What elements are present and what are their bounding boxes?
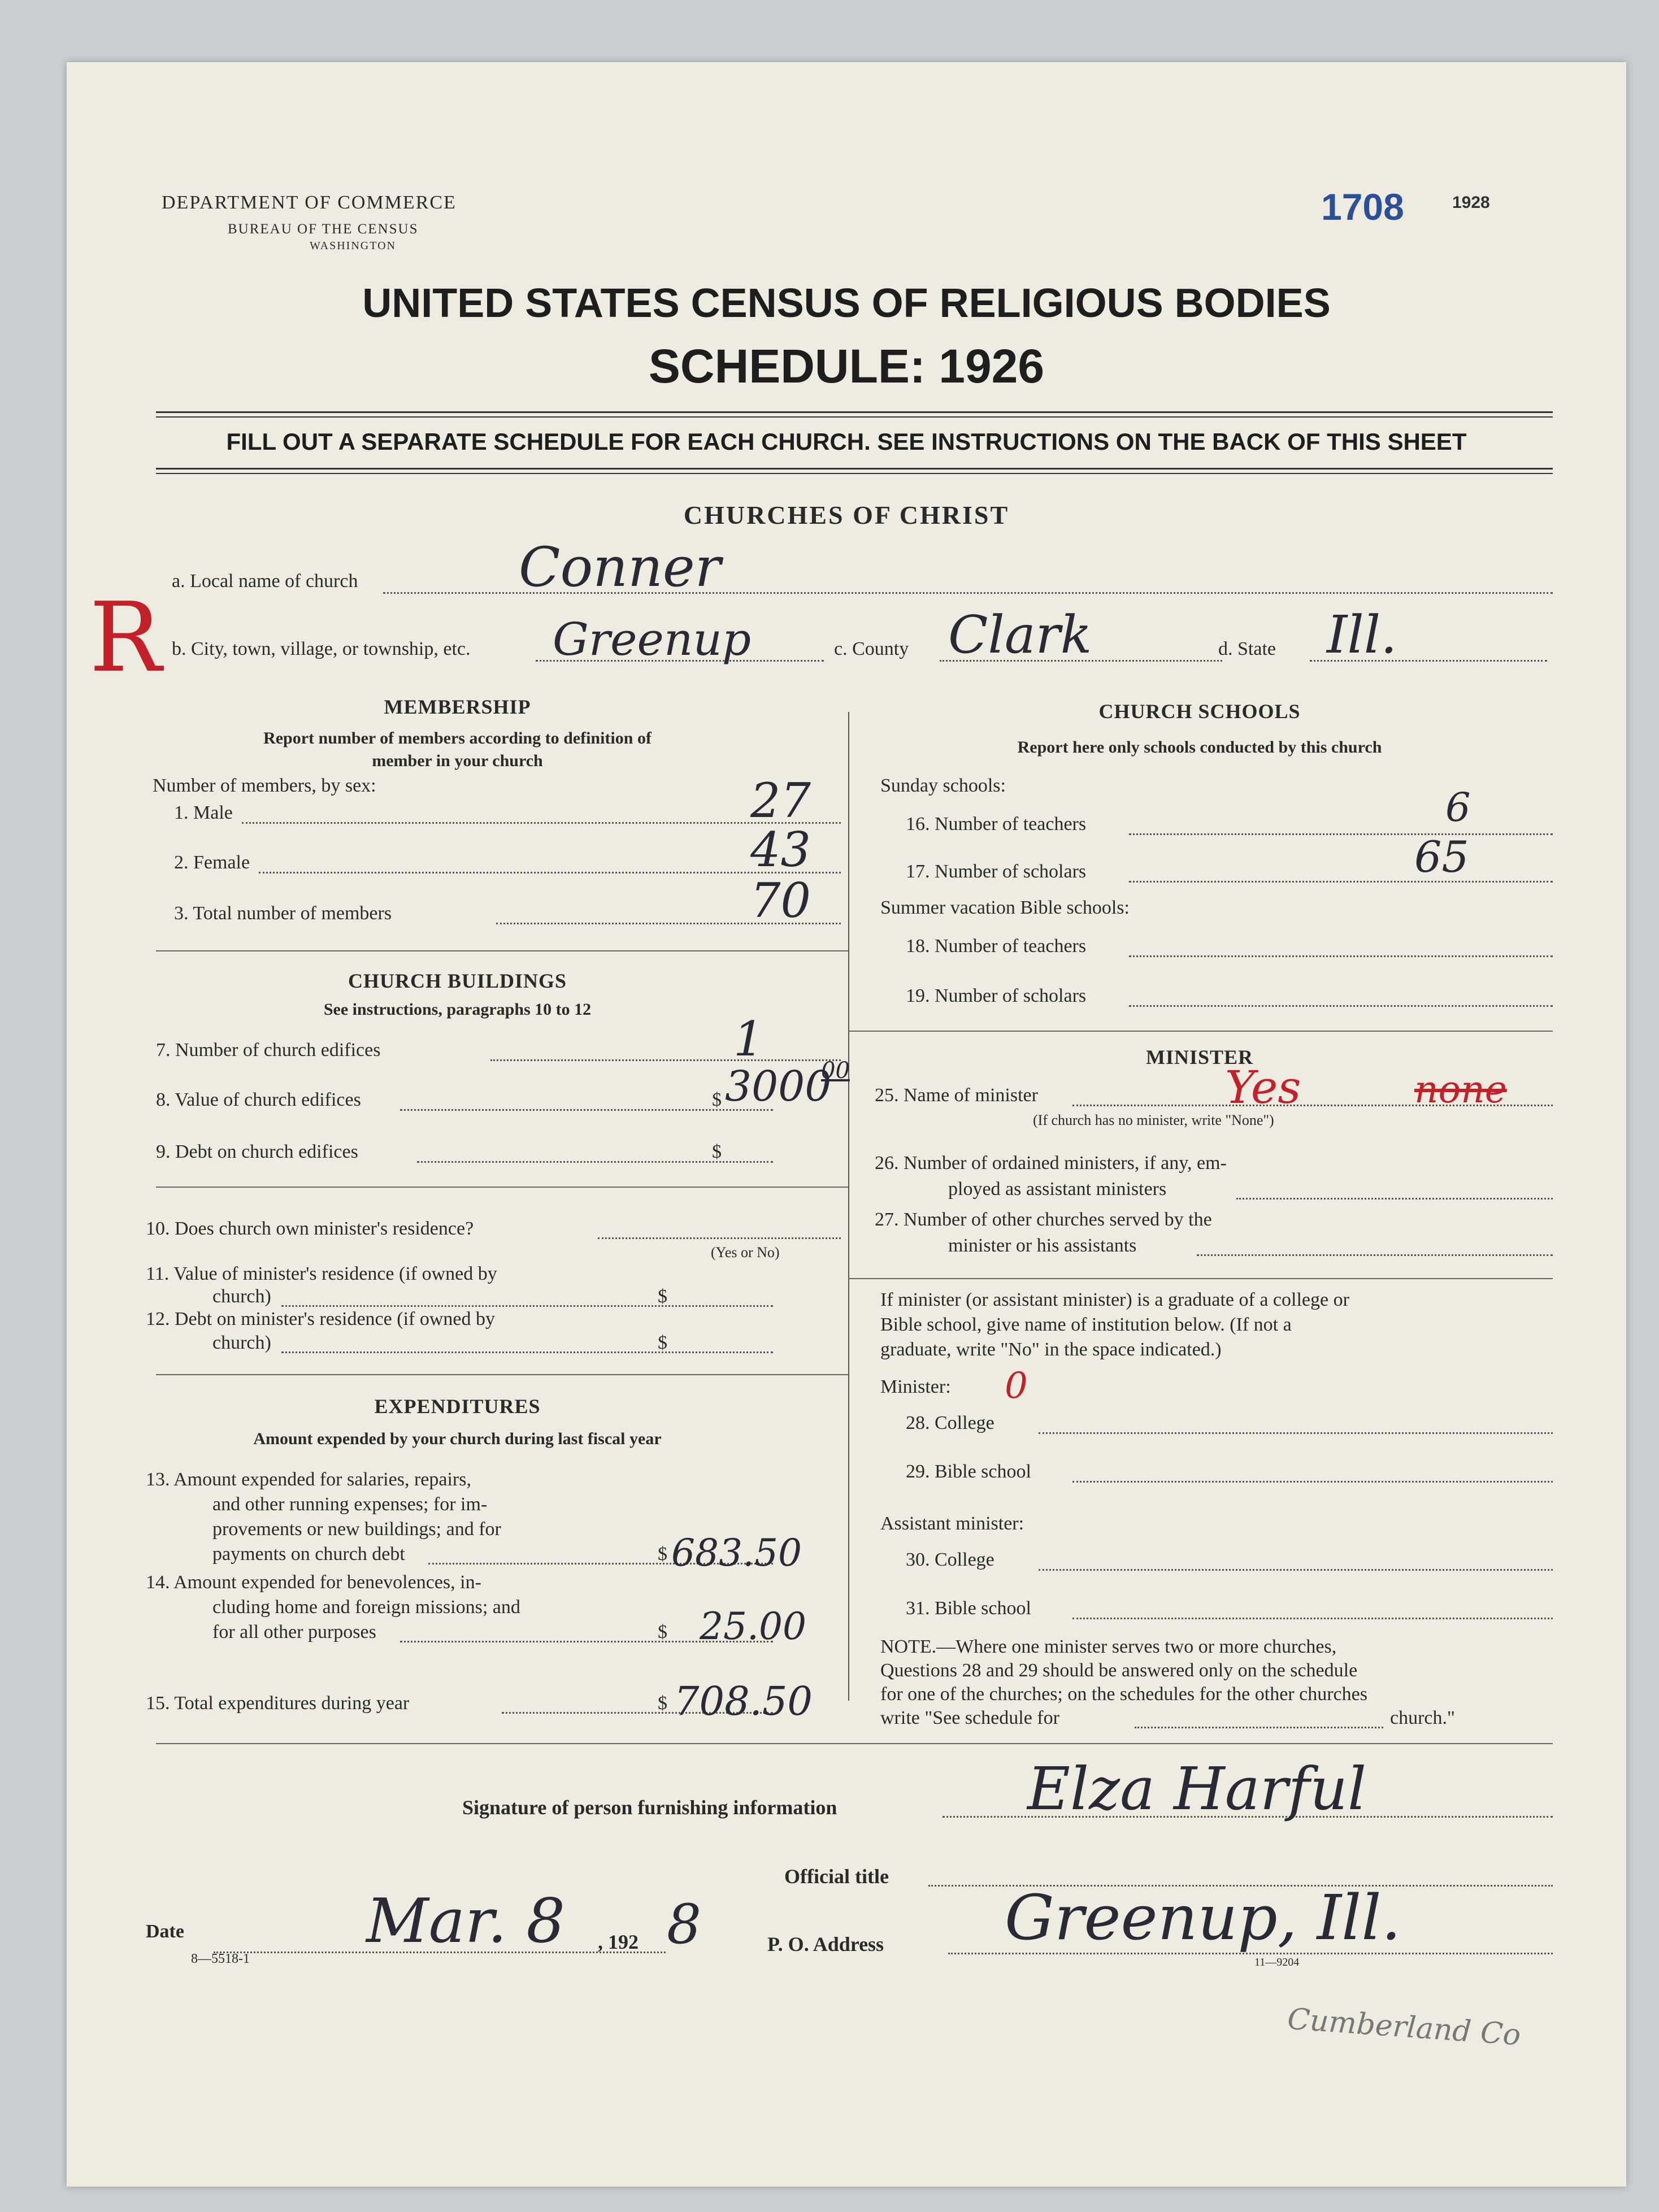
total-expenditures-dollar: $ <box>658 1693 667 1714</box>
date-value: Mar. 8 <box>366 1886 566 1957</box>
sunday-scholars-value: 65 <box>1414 832 1469 882</box>
print-code: 11—9204 <box>1254 1956 1300 1968</box>
female-label: 2. Female <box>174 852 250 873</box>
assistant-minister-label: Assistant minister: <box>880 1513 1024 1534</box>
minister-bible-school-line <box>1072 1481 1553 1483</box>
summer-scholars-label: 19. Number of scholars <box>906 985 1087 1006</box>
note-line-1: NOTE.—Where one minister serves two or more churches, <box>880 1636 1337 1657</box>
minister-name-value: Yes <box>1225 1061 1301 1114</box>
assistant-bible-school-line <box>1072 1618 1553 1619</box>
edifices-count-line <box>490 1059 841 1061</box>
minister-name-label: 25. Name of minister <box>875 1085 1038 1106</box>
department-name: DEPARTMENT OF COMMERCE <box>162 192 457 213</box>
male-label: 1. Male <box>174 802 233 823</box>
minister-rule <box>849 1278 1553 1279</box>
date-label: Date <box>146 1921 184 1942</box>
local-name-label: a. Local name of church <box>172 571 358 592</box>
summer-teachers-line <box>1129 955 1553 957</box>
ordained-ministers-label-2: ployed as assistant ministers <box>948 1179 1167 1200</box>
denomination: CHURCHES OF CHRIST <box>683 501 1010 529</box>
running-expenses-label-1: 13. Amount expended for salaries, repairs, <box>146 1469 471 1490</box>
male-value: 27 <box>750 773 811 828</box>
buildings-heading: CHURCH BUILDINGS <box>348 970 567 992</box>
buildings-sub: See instructions, paragraphs 10 to 12 <box>323 1000 592 1019</box>
by-sex-label: Number of members, by sex: <box>153 775 376 796</box>
other-churches-line <box>1197 1254 1553 1256</box>
benevolences-label-3: for all other purposes <box>212 1622 376 1642</box>
top-rule <box>156 411 1553 413</box>
residence-debt-label-1: 12. Debt on minister's residence (if owned by <box>146 1309 495 1329</box>
running-expenses-value: 683.50 <box>671 1531 802 1575</box>
schools-rule <box>849 1031 1553 1032</box>
residence-owned-label: 10. Does church own minister's residence? <box>146 1218 474 1239</box>
female-value: 43 <box>750 822 811 877</box>
running-expenses-label-2: and other running expenses; for im- <box>212 1494 488 1515</box>
state-label: d. State <box>1218 638 1276 659</box>
note-line-2: Questions 28 and 29 should be answered only on the schedule <box>880 1660 1358 1681</box>
schedule-year: SCHEDULE: 1926 <box>648 340 1045 393</box>
residence-value-dollar: $ <box>658 1286 667 1307</box>
residence-debt-line <box>281 1351 773 1353</box>
signature-value: Elza Harful <box>1027 1754 1367 1823</box>
membership-rule <box>156 950 848 951</box>
po-address-label: P. O. Address <box>767 1933 884 1955</box>
assistant-college-line <box>1039 1569 1553 1571</box>
ordained-ministers-line <box>1236 1198 1553 1200</box>
column-divider <box>848 712 849 1701</box>
summer-scholars-line <box>1129 1005 1553 1007</box>
expenditures-heading: EXPENDITURES <box>374 1395 541 1418</box>
sunday-teachers-value: 6 <box>1445 784 1471 831</box>
form-number: 8—5518-1 <box>191 1952 250 1966</box>
stamp-year: 1928 <box>1452 193 1490 212</box>
summer-schools-label: Summer vacation Bible schools: <box>880 897 1130 918</box>
total-expenditures-label: 15. Total expenditures during year <box>146 1693 410 1714</box>
graduate-text-2: Bible school, give name of institution below. (If not a <box>880 1314 1292 1335</box>
edifices-value-cents: 00 <box>821 1058 850 1084</box>
edifices-value-value: 3000 <box>725 1062 832 1111</box>
ordained-ministers-label-1: 26. Number of ordained ministers, if any, em- <box>875 1153 1227 1174</box>
benevolences-dollar: $ <box>658 1622 667 1642</box>
minister-grad-value: 0 <box>1005 1365 1028 1407</box>
minister-name-struck: none <box>1414 1068 1507 1111</box>
note-line-4: write "See schedule for <box>880 1707 1059 1728</box>
schools-heading: CHURCH SCHOOLS <box>1098 700 1301 723</box>
sunday-schools-label: Sunday schools: <box>880 775 1006 796</box>
benevolences-value: 25.00 <box>700 1605 806 1648</box>
date-year-digit: 8 <box>667 1893 702 1956</box>
membership-sub-1: Report number of members according to definition of <box>263 729 652 748</box>
note-line-3: for one of the churches; on the schedules for the other churches <box>880 1684 1367 1705</box>
footer-rule <box>156 1743 1553 1744</box>
county-value: Clark <box>948 605 1092 665</box>
total-expenditures-value: 708.50 <box>674 1678 813 1724</box>
residence-debt-label-2: church) <box>212 1332 271 1353</box>
assistant-bible-school-label: 31. Bible school <box>906 1598 1031 1619</box>
minister-college-label: 28. College <box>906 1413 994 1433</box>
bureau-name: BUREAU OF THE CENSUS <box>228 221 419 237</box>
city-value: Greenup <box>553 613 752 666</box>
schools-sub: Report here only schools conducted by this church <box>1017 738 1382 757</box>
expenditures-sub: Amount expended by your church during last fiscal year <box>253 1429 662 1448</box>
fill-instruction: FILL OUT A SEPARATE SCHEDULE FOR EACH CHURCH. SEE INSTRUCTIONS ON THE BACK OF THIS SHEET <box>226 428 1467 455</box>
official-title-label: Official title <box>784 1865 889 1888</box>
county-label: c. County <box>834 638 909 659</box>
residence-owned-line <box>598 1237 841 1239</box>
minister-none-note: (If church has no minister, write "None") <box>1033 1112 1274 1128</box>
residence-rule <box>156 1374 848 1375</box>
membership-heading: MEMBERSHIP <box>384 696 531 718</box>
summer-teachers-label: 18. Number of teachers <box>906 936 1087 957</box>
mid-rule <box>156 468 1553 470</box>
sunday-teachers-line <box>1129 833 1553 835</box>
mid-rule-2 <box>156 473 1553 474</box>
census-schedule-sheet <box>67 62 1626 2187</box>
state-value: Ill. <box>1327 605 1397 665</box>
minister-bible-school-label: 29. Bible school <box>906 1461 1031 1482</box>
edifices-value-dollar: $ <box>712 1089 722 1110</box>
note-line-5: church." <box>1390 1707 1455 1728</box>
other-churches-label-2: minister or his assistants <box>948 1235 1137 1256</box>
po-address-value: Greenup, Ill. <box>1005 1881 1401 1954</box>
graduate-text-1: If minister (or assistant minister) is a graduate of a college or <box>880 1289 1349 1310</box>
membership-sub-2: member in your church <box>372 751 543 770</box>
benevolences-label-2: cluding home and foreign missions; and <box>212 1597 520 1618</box>
form-title: UNITED STATES CENSUS OF RELIGIOUS BODIES <box>362 281 1331 326</box>
residence-value-label-1: 11. Value of minister's residence (if owned by <box>146 1263 497 1284</box>
city-label: b. City, town, village, or township, etc. <box>172 638 471 659</box>
stamp-number: 1708 <box>1321 186 1404 228</box>
total-members-label: 3. Total number of members <box>174 903 392 924</box>
residence-debt-dollar: $ <box>658 1332 667 1353</box>
local-name-value: Conner <box>519 536 721 599</box>
date-year-prefix: , 192 <box>598 1931 639 1953</box>
other-churches-label-1: 27. Number of other churches served by the <box>875 1209 1212 1230</box>
note-blank-line <box>1135 1727 1383 1728</box>
minister-grad-label: Minister: <box>880 1376 951 1397</box>
sunday-scholars-line <box>1129 881 1553 883</box>
margin-r-mark: R <box>89 582 162 694</box>
pencil-note: Cumberland Co <box>1286 2002 1522 2053</box>
top-rule-2 <box>156 416 1553 418</box>
edifices-count-value: 1 <box>733 1011 764 1067</box>
bureau-city: WASHINGTON <box>310 240 396 252</box>
running-expenses-label-3: provements or new buildings; and for <box>212 1519 501 1540</box>
graduate-text-3: graduate, write "No" in the space indicated.) <box>880 1339 1222 1360</box>
edifices-debt-dollar: $ <box>712 1141 722 1162</box>
total-members-value: 70 <box>750 873 811 928</box>
signature-label: Signature of person furnishing information <box>462 1796 837 1819</box>
running-expenses-label-4: payments on church debt <box>212 1544 405 1565</box>
assistant-college-label: 30. College <box>906 1549 994 1570</box>
minister-heading: MINISTER <box>1145 1046 1254 1068</box>
edifices-debt-label: 9. Debt on church edifices <box>156 1141 358 1162</box>
benevolences-label-1: 14. Amount expended for benevolences, in- <box>146 1572 481 1593</box>
yes-or-no-note: (Yes or No) <box>711 1244 780 1261</box>
residence-value-label-2: church) <box>212 1286 271 1307</box>
sunday-scholars-label: 17. Number of scholars <box>906 861 1087 882</box>
edifices-count-label: 7. Number of church edifices <box>156 1040 381 1061</box>
edifices-value-label: 8. Value of church edifices <box>156 1089 361 1110</box>
residence-value-line <box>281 1305 773 1307</box>
minister-college-line <box>1039 1432 1553 1434</box>
sunday-teachers-label: 16. Number of teachers <box>906 814 1087 835</box>
running-expenses-dollar: $ <box>658 1544 667 1565</box>
buildings-rule <box>156 1187 848 1188</box>
